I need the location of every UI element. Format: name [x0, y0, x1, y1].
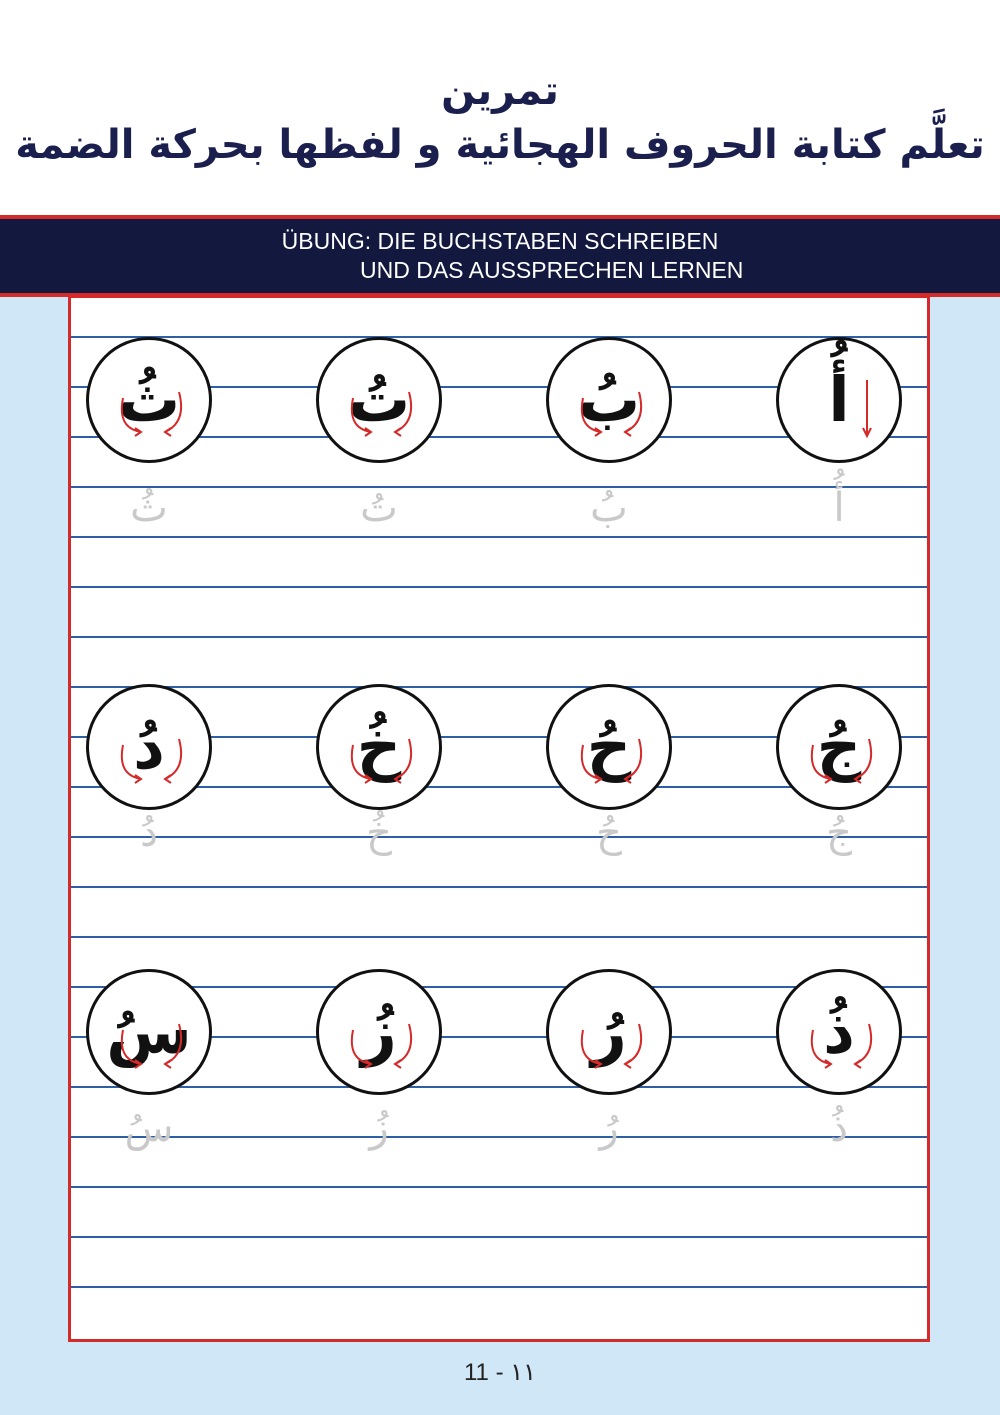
tracing-letter: زُ — [369, 1105, 389, 1151]
stroke-arrows-icon — [89, 340, 209, 460]
banner-line-1: ÜBUNG: DIE BUCHSTABEN SCHREIBEN — [281, 228, 719, 254]
stroke-arrows-icon — [549, 340, 669, 460]
instruction-banner — [0, 215, 1000, 297]
letter-circle — [776, 969, 902, 1095]
letter-glyph: بُ — [577, 363, 641, 436]
letter-glyph: حُ — [586, 710, 632, 783]
letter-circle — [316, 969, 442, 1095]
tracing-letter: حُ — [596, 810, 622, 856]
stroke-arrows-icon — [319, 972, 439, 1092]
tracing-letter: ثُ — [130, 485, 168, 531]
letter-glyph: سُ — [106, 995, 192, 1068]
stroke-arrows-icon — [779, 687, 899, 807]
stroke-arrows-icon — [549, 972, 669, 1092]
letter-glyph: ذُ — [823, 995, 855, 1068]
tracing-letter: رُ — [599, 1105, 619, 1151]
stroke-arrows-icon — [779, 972, 899, 1092]
page-title: تمرين — [441, 68, 559, 114]
tracing-letter: جُ — [826, 810, 852, 856]
letter-circle — [776, 684, 902, 810]
tracing-letter: خُ — [366, 810, 392, 856]
letter-circle — [776, 337, 902, 463]
tracing-letter: بُ — [590, 485, 628, 531]
letter-circle — [86, 684, 212, 810]
tracing-letter: ذُ — [830, 1105, 848, 1151]
letter-circle — [316, 684, 442, 810]
letter-glyph: جُ — [816, 710, 862, 783]
letter-glyph: أُ — [828, 363, 850, 436]
tracing-letter: أُ — [833, 485, 845, 531]
letter-glyph: رُ — [591, 995, 627, 1068]
letter-glyph: خُ — [356, 710, 402, 783]
letter-glyph: تُ — [347, 363, 411, 436]
letter-circle — [86, 969, 212, 1095]
stroke-arrows-icon — [319, 687, 439, 807]
title-area — [0, 0, 1000, 215]
banner-line-2: UND DAS AUSSPRECHEN LERNEN — [360, 257, 744, 283]
stroke-arrows-icon — [89, 972, 209, 1092]
letter-glyph: ثُ — [117, 363, 181, 436]
writing-sheet — [68, 295, 930, 1342]
tracing-letter: تُ — [360, 485, 398, 531]
letter-circle — [546, 337, 672, 463]
tracing-letter: دُ — [140, 810, 158, 856]
letter-circle — [546, 969, 672, 1095]
page-subtitle: تعلَّم كتابة الحروف الهجائية و لفظها بحركة الضمة — [15, 122, 985, 168]
letter-circle — [86, 337, 212, 463]
letter-glyph: دُ — [133, 710, 165, 783]
stroke-arrows-icon — [549, 687, 669, 807]
stroke-arrows-icon — [89, 687, 209, 807]
letter-glyph: زُ — [361, 995, 397, 1068]
tracing-letter: سُ — [124, 1105, 174, 1151]
letter-circle — [546, 684, 672, 810]
letter-circle — [316, 337, 442, 463]
stroke-arrows-icon — [319, 340, 439, 460]
page-number: 11 - ١١ — [463, 1359, 537, 1386]
stroke-arrows-icon — [779, 340, 899, 460]
